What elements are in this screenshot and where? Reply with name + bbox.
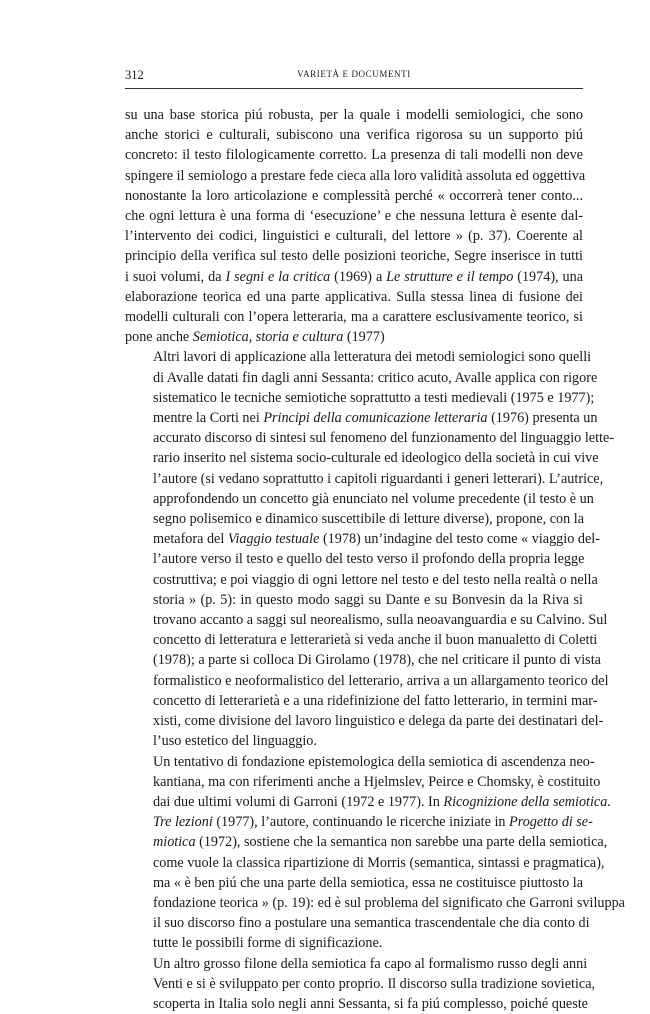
text-line [125,853,605,873]
paragraph [125,105,586,347]
text-segment: l’autore (si vedano soprattutto i capitoli riguardanti i generi letterari). L’autrice, [153,470,604,487]
text-segment: Un tentativo di fondazione epistemologica della semiotica di ascendenza neo- [153,753,595,770]
text-line [125,529,600,549]
text-line [125,469,604,489]
paragraph [125,347,614,751]
text-segment: Un altro grosso filone della semiotica fa capo al formalismo russo degli anni [153,955,588,972]
text-line [125,267,583,287]
text-segment: (1974), una [513,268,584,285]
text-segment: accurato discorso di sintesi sul fenomeno del funzionamento del linguaggio lette- [153,430,614,447]
paragraph [125,954,596,1014]
text-segment: approfondendo un concetto già enunciato nel volume precedente (il testo è un [153,490,594,507]
italic-title: Principi della comunicazione letteraria [263,410,488,427]
text-line [125,408,598,428]
italic-title: Tre lezioni [153,814,213,831]
text-segment: concetto di letterarietà e a una ridefinizione del fatto letterario, in termini mar- [153,692,598,709]
text-segment: il suo discorso fino a postulare una semantica trascendentale che dia conto di [153,915,590,932]
running-head: VARIETÀ E DOCUMENTI [297,69,411,79]
text-segment: fondazione teorica » (p. 19): ed è sul problema del significato che Garroni sviluppa [153,894,625,911]
text-segment: i suoi volumi, da [125,268,226,285]
text-line [125,226,583,246]
text-line [125,246,583,266]
text-segment: xisti, come divisione del lavoro linguistico e delega da parte dei destinatari del- [153,713,604,730]
italic-title: miotica [153,834,196,851]
text-line [125,327,583,347]
text-line [125,186,583,206]
text-line [125,812,593,832]
text-line [125,873,583,893]
page-header [125,68,583,86]
italic-title: Viaggio testuale [227,531,320,548]
text-segment: formalistico e neoformalistico del letterario, arriva a un allargamento teorico del [153,672,609,689]
text-segment: sistematico le tecniche semiotiche soprattutto a testi medievali (1975 e 1977); [153,389,595,406]
text-segment: ma « è ben piú che una parte della semiotica, essa ne costituisce piuttosto la [153,874,583,891]
text-line [125,448,599,468]
text-line [125,731,583,751]
text-line [125,792,611,812]
text-segment: modelli culturali con l’opera letteraria, ma a carattere esclusivamente teorico, si [125,309,583,326]
text-segment: principio della verifica sul testo delle posizioni teoriche, Segre inserisce in tutti [125,248,583,265]
book-page [125,68,625,1014]
body-text [125,105,625,1014]
text-line [125,590,583,610]
text-segment: (1972), sostiene che la semantica non sarebbe una parte della semiotica, [195,834,608,851]
text-line [125,368,598,388]
text-line [125,913,590,933]
text-line [125,832,608,852]
italic-title: Progetto di se- [509,814,593,831]
text-segment: dai due ultimi volumi di Garroni (1972 e 1977). In [153,793,444,810]
text-line [125,347,592,367]
text-segment: (1977), l’autore, continuando le ricerche iniziate in [212,814,510,831]
text-line [125,125,583,145]
text-segment: costruttiva; e poi viaggio di ogni lettore nel testo e del testo nella realtà o nella [153,571,598,588]
text-line [125,994,588,1014]
paragraph [125,752,625,954]
header-rule [125,88,583,89]
text-line [125,650,601,670]
text-line [125,933,583,953]
text-line [125,752,595,772]
text-line [125,145,583,165]
text-segment: kantiana, ma con riferimenti anche a Hjelmslev, Peirce e Chomsky, è costituito [153,773,601,790]
text-line [125,388,595,408]
text-line [125,509,583,529]
text-segment: (1976) presenta un [487,410,598,427]
text-segment: concreto: il testo filologicamente corretto. La presenza di tali modelli non deve [125,147,583,164]
text-segment: di Avalle datati fin dagli anni Sessanta: critico acuto, Avalle applica con rigore [153,369,598,386]
text-segment: pone anche [125,329,193,346]
text-segment: spingere il semiologo a prestare fede cieca alla loro validità assoluta ed oggettiva [125,167,586,184]
text-segment: mentre la Corti nei [153,410,264,427]
text-segment: come vuole la classica ripartizione di Morris (semantica, sintassi e pragmatica), [153,854,605,871]
text-line [125,610,608,630]
text-line [125,893,625,913]
text-segment: su una base storica piú robusta, per la quale i modelli semiologici, che sono [125,107,583,123]
italic-title: Ricognizione della semiotica. [443,793,611,810]
text-segment: Altri lavori di applicazione alla letteratura dei metodi semiologici sono quelli [153,349,592,366]
text-segment: l’autore verso il testo e quello del testo verso il profondo della propria legge [153,551,585,568]
text-line [125,428,614,448]
text-line [125,206,583,226]
text-line [125,671,609,691]
italic-title: Le strutture e il tempo [386,268,514,285]
text-line [125,630,598,650]
text-segment: l’intervento dei codici, linguistici e culturali, del lettore » (p. 37). Coerente al [125,228,583,245]
text-segment: segno polisemico e dinamico suscettibile di letture diverse), propone, con la [153,511,585,528]
text-line [125,489,594,509]
text-line [125,166,586,186]
text-line [125,570,598,590]
text-line [125,549,583,569]
text-segment: metafora del [153,531,228,548]
text-line [125,711,604,731]
text-line [125,105,583,125]
text-line [125,287,583,307]
text-segment: Venti e si è sviluppato per conto proprio. Il discorso sulla tradizione sovietica, [153,975,596,992]
text-line [125,691,598,711]
text-segment: scoperta in Italia solo negli anni Sessanta, si fa piú complesso, poiché queste [153,995,588,1012]
text-segment: nonostante la loro articolazione e complessità perché « occorrerà tener conto... [125,187,583,204]
text-segment: che ogni lettura è una forma di ‘esecuzione’ e che nessuna lettura è esente dal- [125,208,583,225]
italic-title: Semiotica, storia e cultura [192,329,344,346]
text-segment: anche storici e culturali, subiscono una verifica rigorosa su un supporto piú [125,127,583,144]
text-segment: (1977) [343,329,385,346]
text-segment: storia » (p. 5): in questo modo saggi su Dante e su Bonvesin da la Riva si [153,591,583,608]
text-line [125,974,596,994]
text-segment: l’uso estetico del linguaggio. [153,733,317,750]
text-segment: concetto di letteratura e letterarietà si veda anche il buon manualetto di Coletti [153,632,598,649]
text-segment: (1978); a parte si colloca Di Girolamo (1978), che nel criticare il punto di vista [153,652,601,669]
text-segment: rario inserito nel sistema socio-culturale ed ideologico della società in cui vive [153,450,599,467]
text-line [125,954,588,974]
text-line [125,307,583,327]
text-segment: tutte le possibili forme di significazione. [153,935,383,952]
italic-title: I segni e la critica [225,268,331,285]
text-segment: (1978) un’indagine del testo come « viaggio del- [319,531,600,548]
text-segment: (1969) a [330,268,387,285]
text-segment: trovano accanto a saggi sul neorealismo, sulla neoavanguardia e su Calvino. Sul [153,612,608,629]
text-line [125,772,601,792]
text-segment: elaborazione teorica ed una parte applicativa. Sulla stessa linea di fusione dei [125,288,583,305]
page-number: 312 [125,68,144,82]
